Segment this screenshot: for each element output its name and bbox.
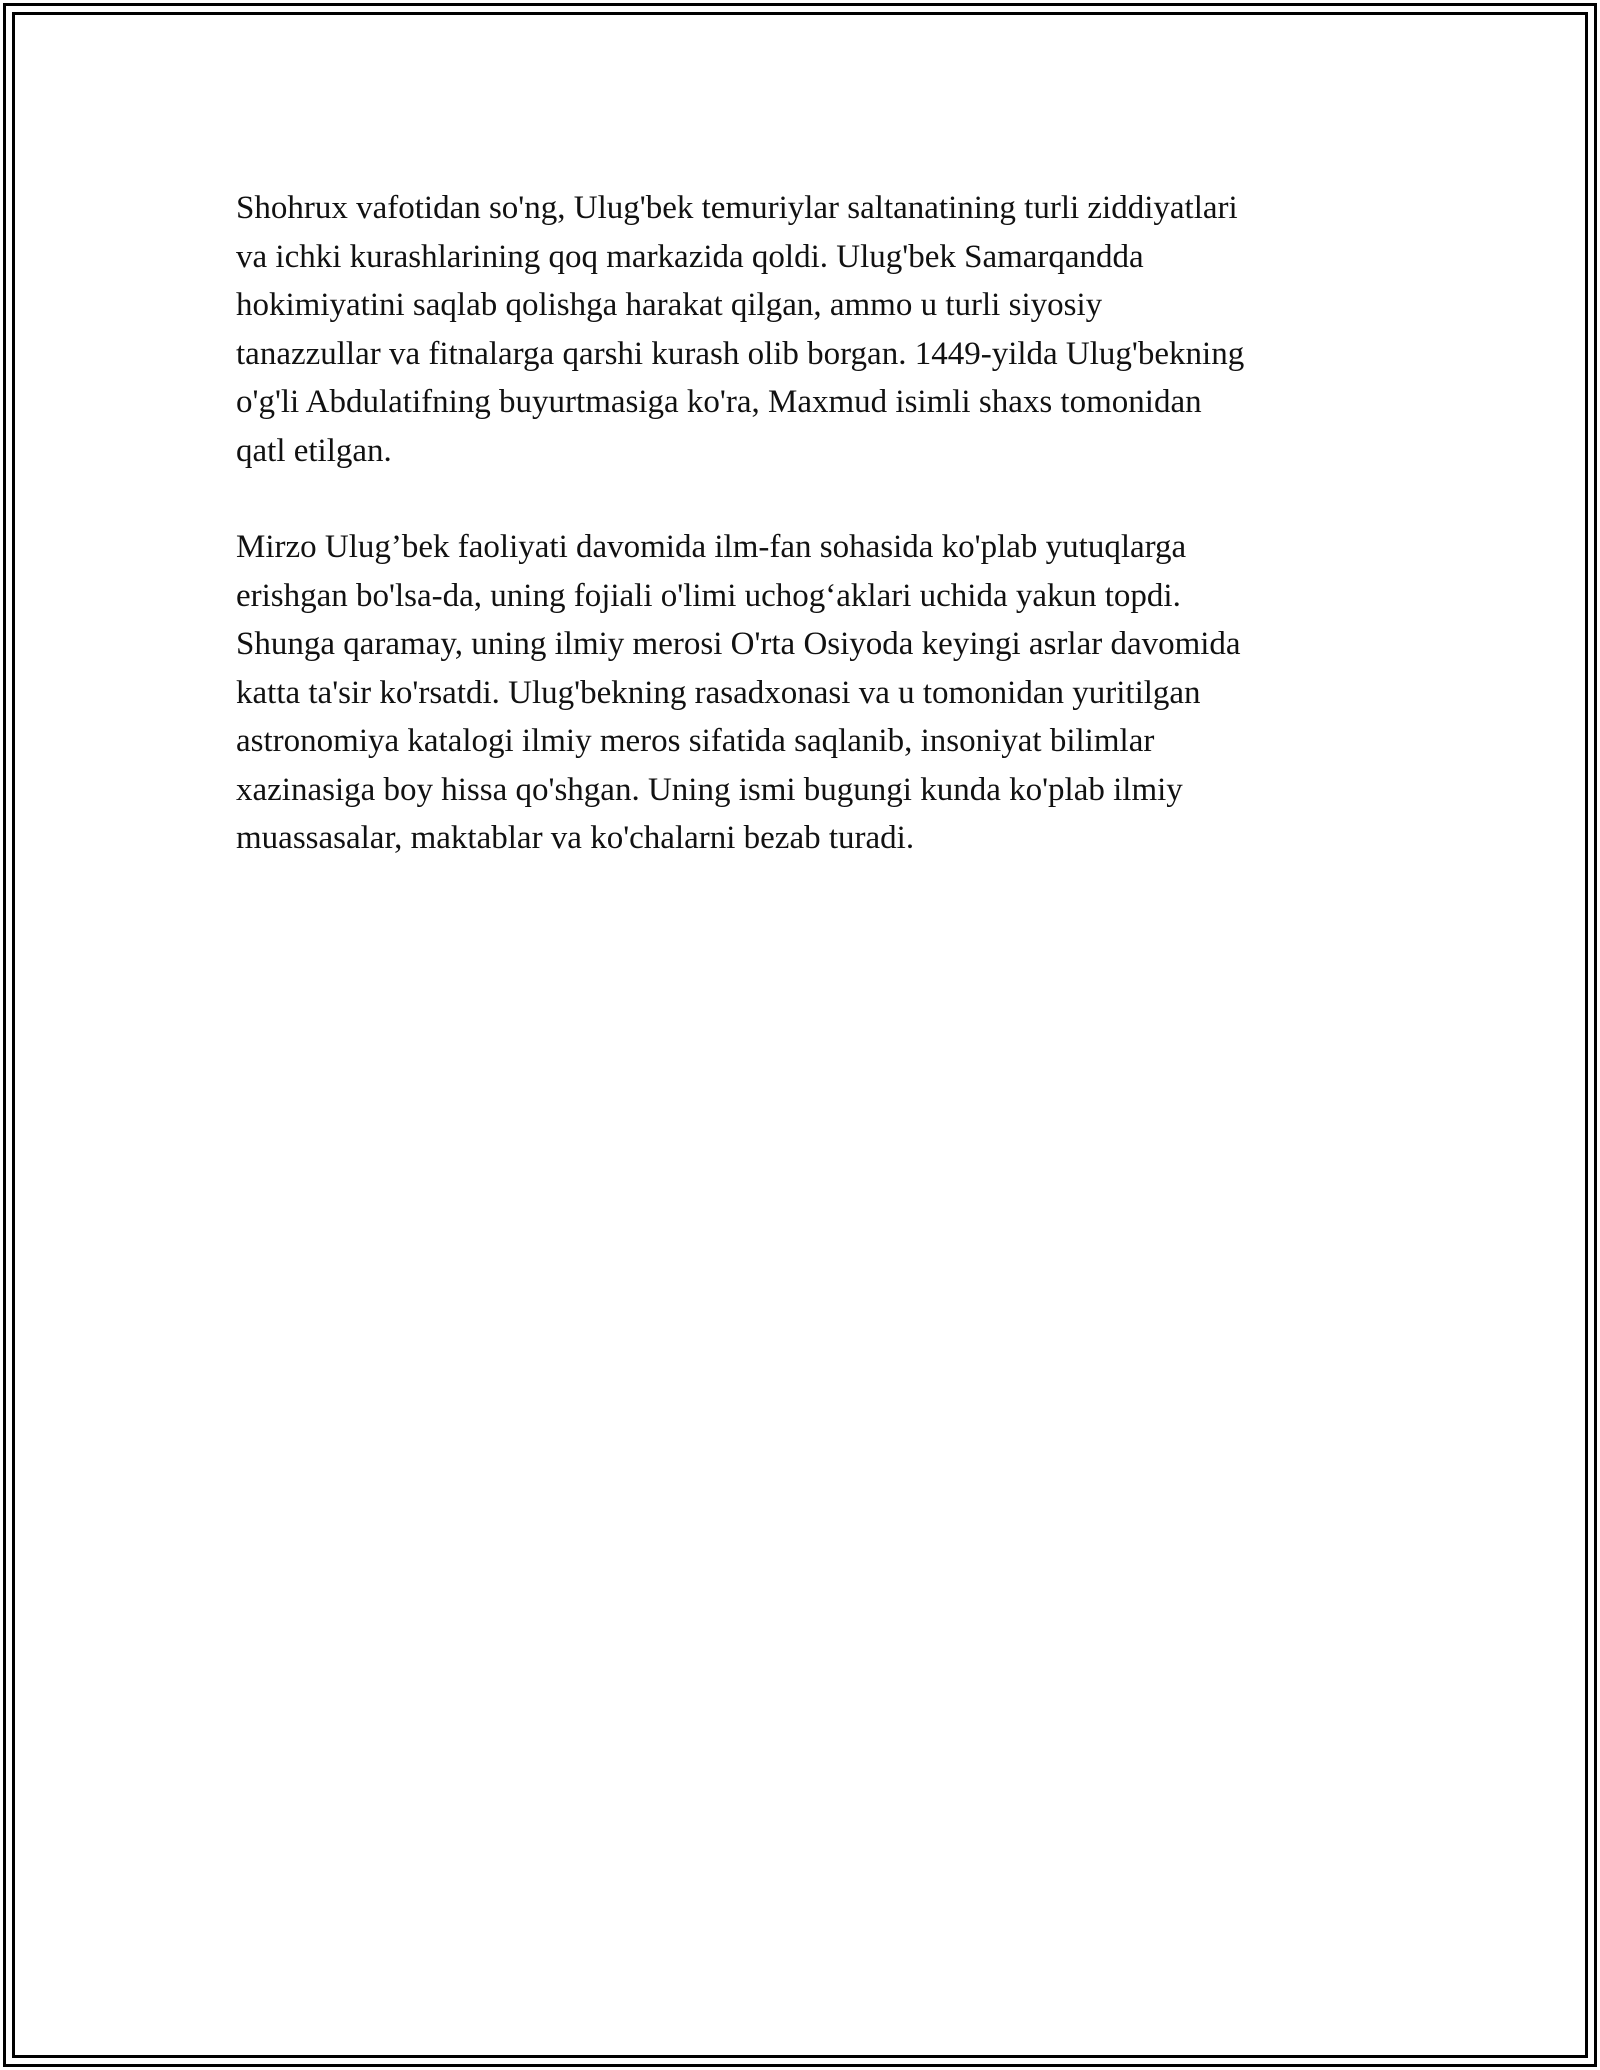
paragraph-2: Mirzo Ulug’bek faoliyati davomida ilm-fan sohasida ko'plab yutuqlarga erishgan bo'lsa-da, uning fojiali o'limi uchogʻaklari uchida yakun topdi. Shunga qaramay, uning ilmiy merosi O'rta Osiyoda keyingi asrlar davomida katta ta'sir ko'rsatdi. Ulug'bekning rasadxonasi va u tomonidan yuritilgan astronomiya katalogi ilmiy meros sifatida saqlanib, insoniyat bilimlar xazinasiga boy hissa qo'shgan. Uning ismi bugungi kunda ko'plab ilmiy muassasalar, maktablar va ko'chalarni bezab turadi. [236, 529, 1241, 856]
paragraph-1: Shohrux vafotidan so'ng, Ulug'bek temuriylar saltanatining turli ziddiyatlari va ichki kurashlarining qoq markazida qoldi. Ulug'bek Samarqandda hokimiyatini saqlab qolishga harakat qilgan, ammo u turli siyosiy tanazzullar va fitnalarga qarshi kurash olib borgan. 1449-yilda Ulug'bekning o'g'li Abdulatifning buyurtmasiga ko'ra, Maxmud isimli shaxs tomonidan qatl etilgan. [236, 190, 1245, 469]
document-body [236, 184, 1376, 911]
